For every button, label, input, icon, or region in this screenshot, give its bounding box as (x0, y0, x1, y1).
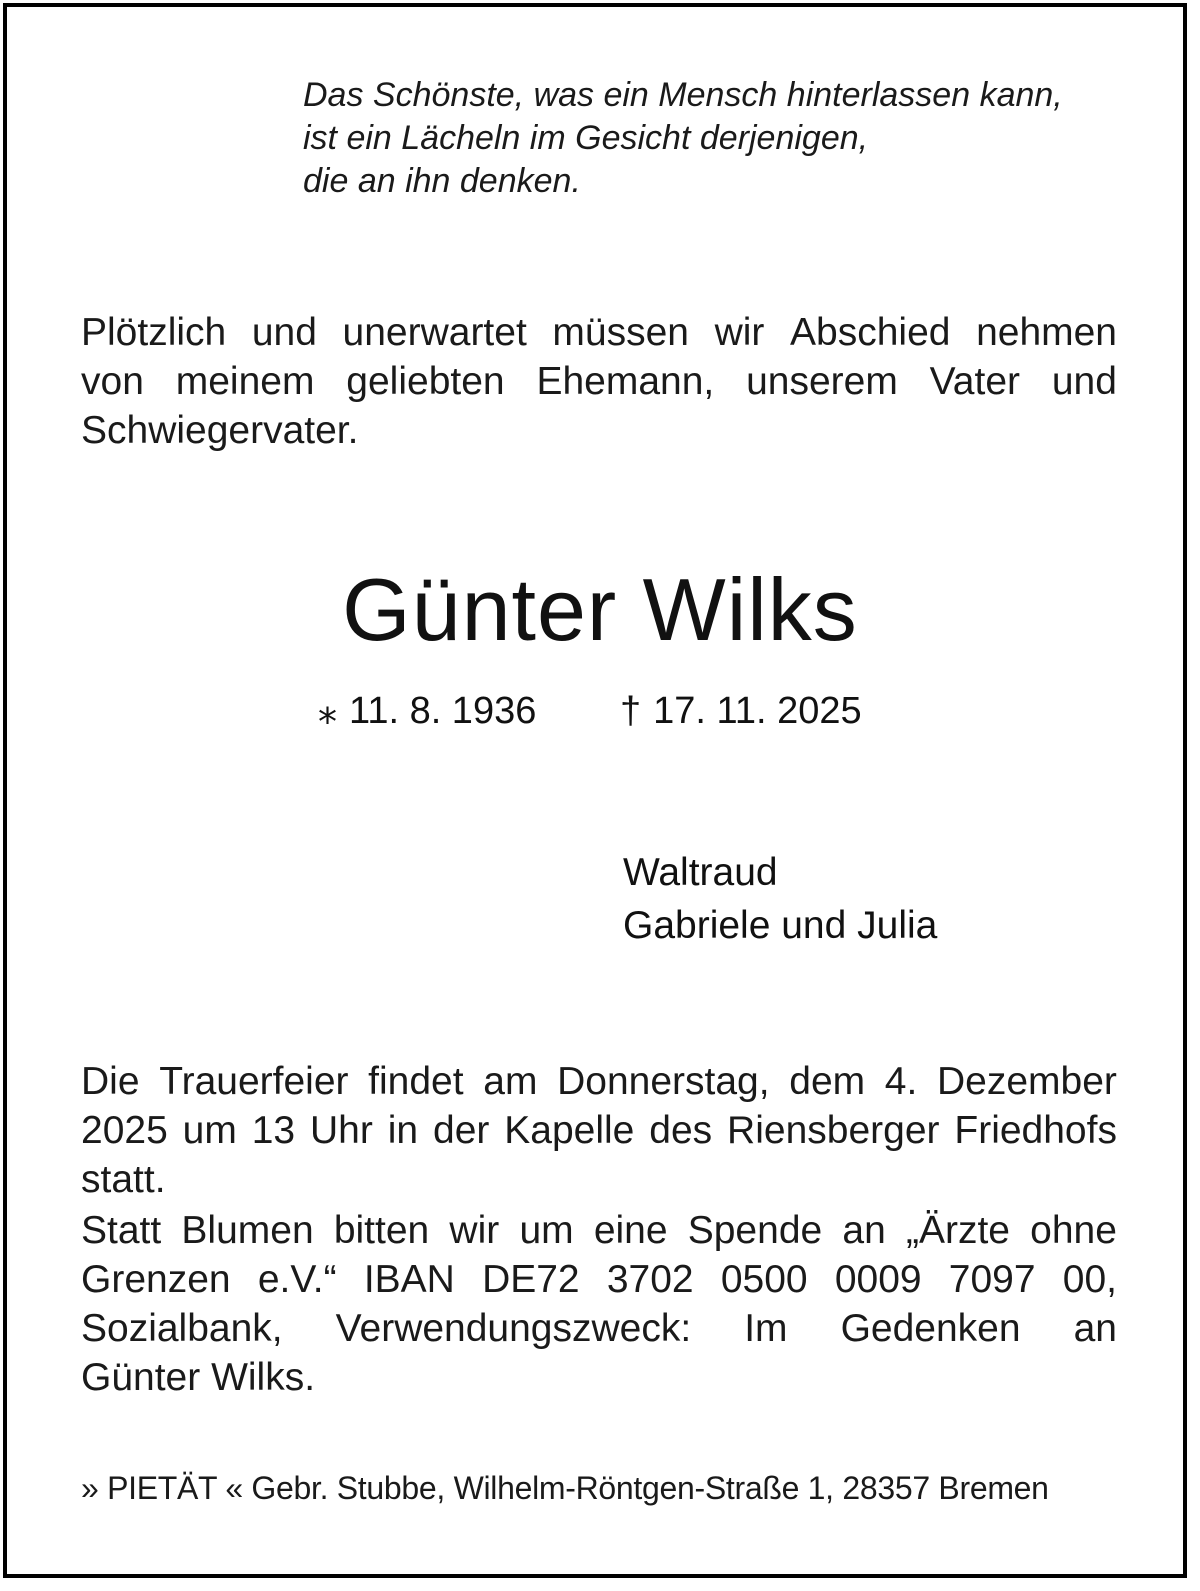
funeral-home-footer: » PIETÄT « Gebr. Stubbe, Wilhelm-Röntgen-Straße 1, 28357 Bremen (81, 1470, 1049, 1506)
ceremony-line (81, 1106, 1117, 1155)
birth-date: 11. 8. 1936 (349, 690, 537, 732)
word: Gedenken (840, 1307, 1021, 1350)
family-line: Waltraud (623, 851, 778, 894)
ceremony-paragraph (81, 1057, 1117, 1204)
donation-line (81, 1206, 1117, 1255)
word: des (649, 1109, 713, 1152)
word: Die (81, 1060, 140, 1103)
word: „Ärzte (905, 1209, 1010, 1252)
family-signature (623, 846, 937, 952)
word: von (81, 360, 144, 403)
death-date-block (620, 688, 862, 734)
word: um (519, 1209, 574, 1252)
word: nehmen (976, 311, 1117, 354)
word: am (483, 1060, 538, 1103)
quote-line: ist ein Lächeln im Gesicht derjenigen, (303, 119, 869, 157)
word: Uhr (310, 1109, 373, 1152)
word: Plötzlich (81, 311, 227, 354)
word: findet (368, 1060, 464, 1103)
word: 4. (884, 1060, 918, 1103)
word: an (842, 1209, 886, 1252)
donation-line: Günter Wilks. (81, 1356, 316, 1399)
donation-paragraph (81, 1206, 1117, 1402)
intro-line: Schwiegervater. (81, 409, 359, 452)
birth-date-block (318, 688, 536, 734)
word: 0009 (834, 1258, 922, 1301)
birth-star-icon: ⁎ (318, 690, 337, 732)
word: 13 (251, 1109, 296, 1152)
word: Abschied (790, 311, 951, 354)
word: Vater (929, 360, 1020, 403)
word: bitten (333, 1209, 430, 1252)
quote-line: die an ihn denken. (303, 162, 581, 200)
word: Grenzen (81, 1258, 231, 1301)
word: Spende (687, 1209, 823, 1252)
word: geliebten (346, 360, 505, 403)
word: und (1051, 360, 1117, 403)
word: Verwendungszweck: (335, 1307, 692, 1350)
word: unerwartet (342, 311, 527, 354)
word: unserem (746, 360, 898, 403)
donation-line (81, 1304, 1117, 1353)
deceased-name: Günter Wilks (342, 560, 858, 659)
word: ohne (1030, 1209, 1117, 1252)
word: und (251, 311, 317, 354)
word: Im (744, 1307, 788, 1350)
word: an (1073, 1307, 1117, 1350)
ceremony-line (81, 1057, 1117, 1106)
word: Friedhofs (954, 1109, 1117, 1152)
word: Blumen (181, 1209, 314, 1252)
word: der (433, 1109, 490, 1152)
word: e.V.“ (257, 1258, 337, 1301)
word: Kapelle (504, 1109, 635, 1152)
word: meinem (175, 360, 315, 403)
word: in (387, 1109, 419, 1152)
intro-paragraph (81, 308, 1117, 455)
death-cross-icon: † (620, 690, 642, 732)
intro-line (81, 308, 1117, 357)
word: um (182, 1109, 237, 1152)
memorial-quote (303, 74, 1143, 203)
word: müssen (552, 311, 689, 354)
word: 00, (1062, 1258, 1117, 1301)
word: wir (714, 311, 765, 354)
word: Trauerfeier (159, 1060, 349, 1103)
word: Dezember (937, 1060, 1117, 1103)
intro-line (81, 357, 1117, 406)
word: IBAN (363, 1258, 455, 1301)
death-date: 17. 11. 2025 (653, 690, 862, 732)
word: eine (593, 1209, 668, 1252)
ceremony-line: statt. (81, 1158, 166, 1201)
word: Riensberger (727, 1109, 940, 1152)
donation-line (81, 1255, 1117, 1304)
word: wir (449, 1209, 500, 1252)
word: Statt (81, 1209, 162, 1252)
word: dem (789, 1060, 866, 1103)
word: DE72 (482, 1258, 580, 1301)
word: Ehemann, (536, 360, 715, 403)
word: Sozialbank, (81, 1307, 283, 1350)
quote-line: Das Schönste, was ein Mensch hinterlassen kann, (303, 76, 1063, 114)
word: 2025 (81, 1109, 168, 1152)
family-line: Gabriele und Julia (623, 904, 938, 947)
word: 0500 (720, 1258, 808, 1301)
word: 3702 (606, 1258, 694, 1301)
word: Donnerstag, (557, 1060, 770, 1103)
word: 7097 (948, 1258, 1036, 1301)
